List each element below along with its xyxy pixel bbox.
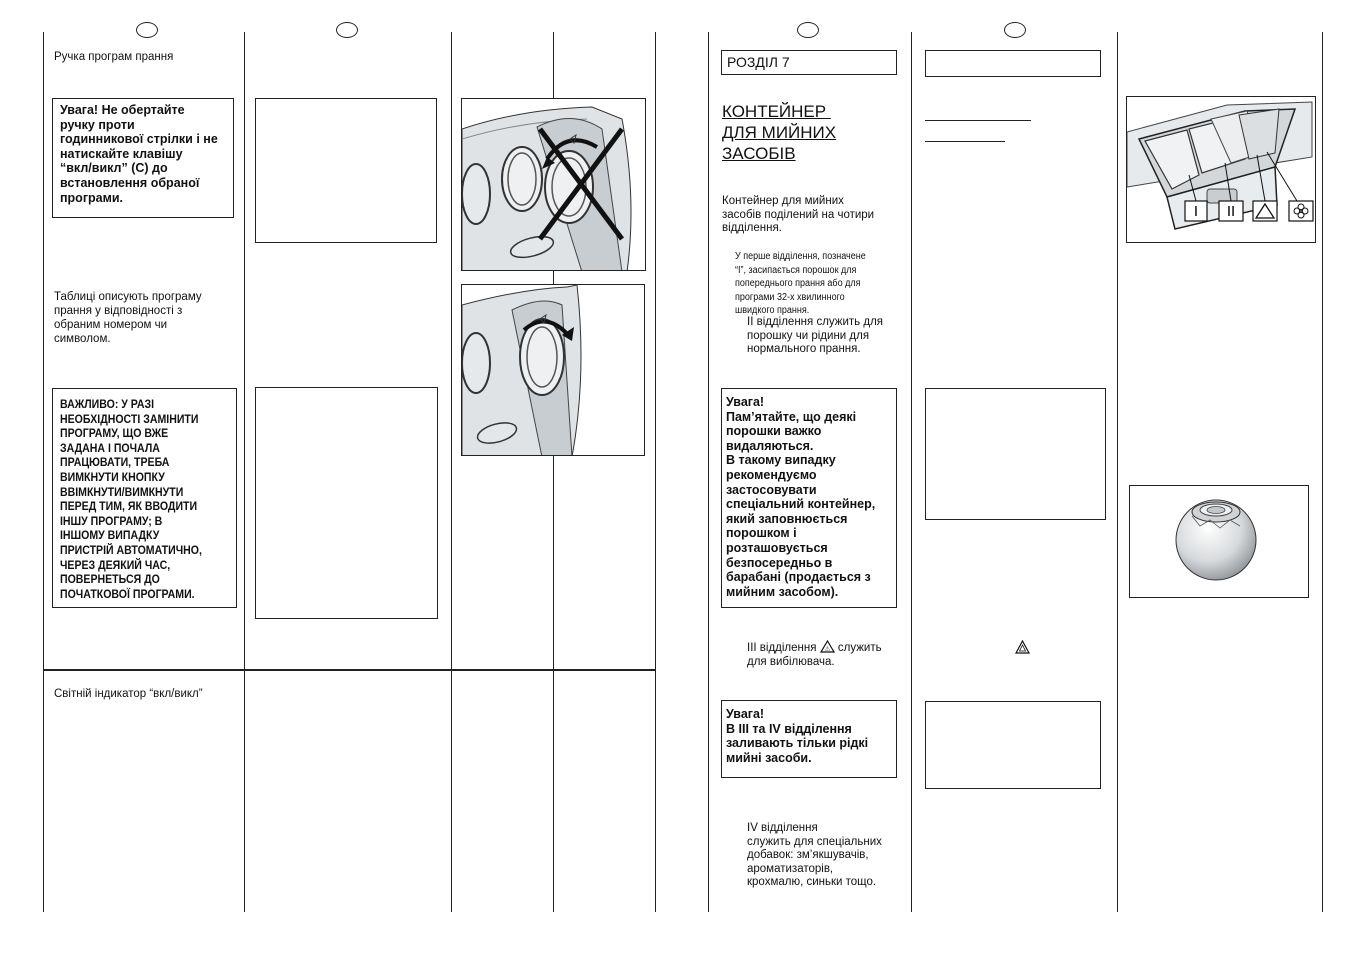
language-marker	[136, 22, 158, 38]
intro-text: Контейнер для мийних засобів поділений на чотири відділення.	[722, 195, 875, 234]
language-marker	[336, 22, 358, 38]
indicator-label: Світній індикатор “вкл/викл”	[54, 688, 203, 700]
knob-correct-direction-illustration	[462, 285, 645, 456]
bleach-triangle-icon	[820, 640, 835, 653]
tables-description: Таблиці описують програму прання у відповідності з обраним номером чи символом.	[54, 291, 202, 345]
dosing-ball-figure	[1129, 485, 1309, 598]
column-rule	[43, 32, 44, 912]
warning-box	[52, 98, 234, 218]
column-rule	[451, 32, 452, 912]
knob-wrong-direction-illustration	[462, 99, 646, 271]
bleach-triangle-icon	[1015, 640, 1030, 654]
section-heading: КОНТЕЙНЕР ДЛЯ МИЙНИХ ЗАСОБІВ	[722, 102, 837, 163]
compartment-1-text: У перше відділення, позначене “I”, засипається порошок для попереднього прання або для програми 32-х хвилинного швидкого прання.	[735, 251, 866, 316]
empty-section-box	[925, 50, 1101, 77]
language-marker	[797, 22, 819, 38]
warning-box-liquid	[721, 700, 897, 778]
empty-warning-box	[925, 388, 1106, 520]
svg-text:⚠: ⚠	[824, 646, 830, 653]
compartment-3-text: III відділення ⚠ служить для вибілювача.	[747, 642, 882, 668]
section-label-box	[721, 50, 897, 75]
compartment-2-text: II відділення служить для порошку чи рідини для нормального прання.	[747, 316, 884, 355]
column-rule	[1117, 32, 1118, 912]
column-rule	[655, 32, 656, 912]
program-knob-label: Ручка програм прання	[54, 51, 174, 63]
detergent-drawer-illustration	[1127, 97, 1316, 243]
language-marker	[1004, 22, 1026, 38]
compartment-4-text: IV відділення служить для спеціальних добавок: зм’якшувачів, ароматизаторів, крохмалю, синьки тощо.	[747, 822, 882, 888]
section-label: РОЗДІЛ 7	[727, 54, 790, 70]
empty-important-box	[255, 387, 438, 619]
warning-liquid-text: Увага! В III та IV відділення заливають тільки рідкі мийні засоби.	[726, 707, 869, 765]
column-rule	[911, 32, 912, 912]
warning-detergent-text: Увага! Пам’ятайте, що деякі порошки важко видаляються. В такому випадку рекомендуємо застосовувати спеціальний контейнер, який заповнюється порошком і розташовується безпосередньо в барабані (продається з мийним засобом).	[726, 395, 876, 599]
important-box	[52, 388, 237, 608]
column-rule	[1322, 32, 1323, 912]
important-text: ВАЖЛИВО: У РАЗІ НЕОБХІДНОСТІ ЗАМІНИТИ ПРОГРАМУ, ЩО ВЖЕ ЗАДАНА І ПОЧАЛА ПРАЦЮВАТИ, ТРЕБА ВИМКНУТИ КНОПКУ ВВІМКНУТИ/ВИМКНУТИ ПЕРЕД ТИМ, ЯК ВВОДИТИ ІНШУ ПРОГРАМУ; В ІНШОМУ ВИПАДКУ ПРИСТРІЙ АВТОМАТИЧНО, ЧЕРЕЗ ДЕЯКИЙ ЧАС, ПОВЕРНЕТЬСЯ ДО ПОЧАТКОВОЇ ПРОГРАМИ.	[60, 397, 202, 601]
section-divider	[44, 669, 656, 671]
heading-underline	[925, 120, 1031, 121]
warning-box-detergent	[721, 388, 897, 608]
column-rule	[708, 32, 709, 912]
drawer-label-I: I	[1193, 203, 1199, 220]
heading-underline	[925, 141, 1005, 142]
drawer-label-II: II	[1226, 203, 1236, 220]
empty-warning-box	[255, 98, 437, 243]
dosing-ball-illustration	[1130, 486, 1309, 598]
knob-correct-direction-figure	[461, 284, 645, 456]
empty-warning-box	[925, 701, 1101, 789]
detergent-drawer-figure	[1126, 96, 1316, 243]
knob-wrong-direction-figure	[461, 98, 646, 271]
column-rule	[244, 32, 245, 912]
warning-text: Увага! Не обертайте ручку проти годинникової стрілки і не натискайте клавішу “вкл/викл” (С) до встановлення обраної програми.	[60, 103, 218, 205]
